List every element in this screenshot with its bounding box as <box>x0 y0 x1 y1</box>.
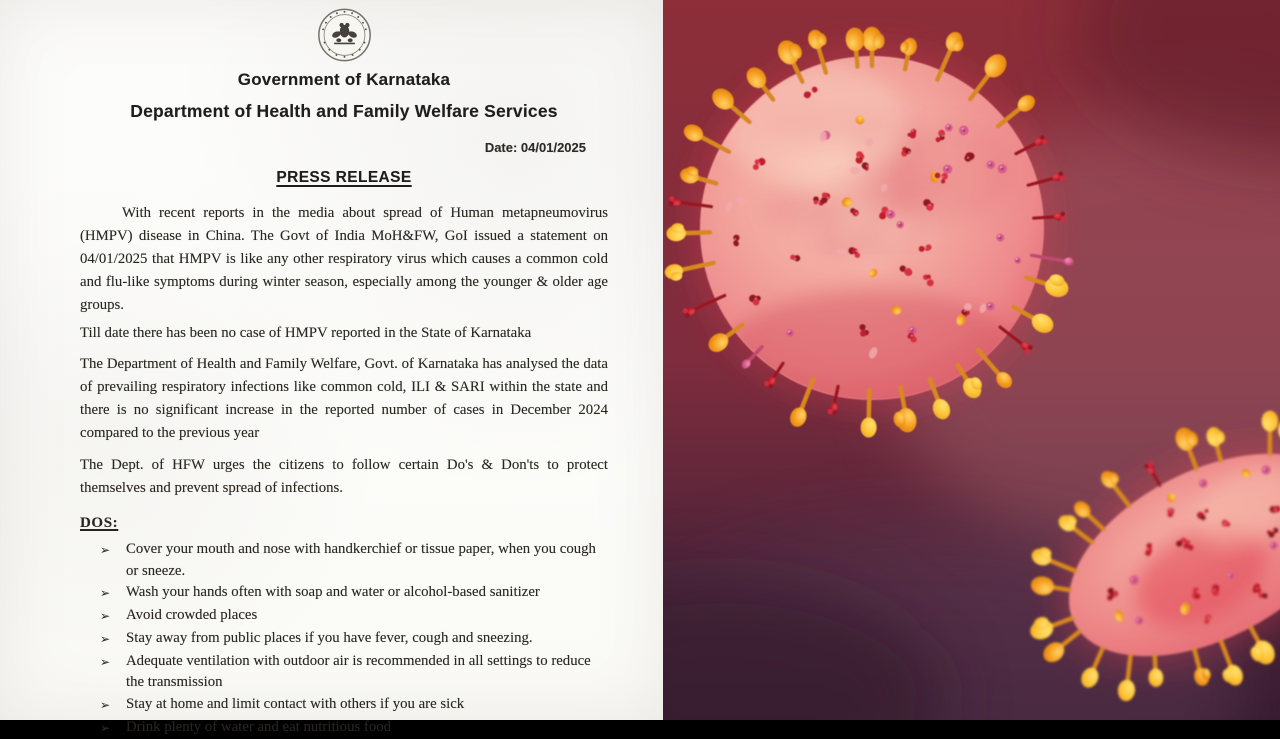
dos-item-4: ➢ Stay away from public places if you have fever, cough and sneezing. <box>100 628 608 651</box>
document-date: Date: 04/01/2025 <box>80 140 608 155</box>
department-title: Department of Health and Family Welfare Services <box>80 101 608 122</box>
dos-item-5: ➢ Adequate ventilation with outdoor air is recommended in all settings to reduce the transmission <box>100 651 608 694</box>
arrow-bullet-icon: ➢ <box>100 717 126 739</box>
arrow-bullet-icon: ➢ <box>100 582 126 605</box>
press-release-title: PRESS RELEASE <box>80 169 608 187</box>
dos-list <box>80 539 608 739</box>
paragraph-intro: With recent reports in the media about spread of Human metapneumovirus (HMPV) disease in China. The Govt of India MoH&FW, GoI issued a statement on 04/01/2025 that HMPV is like any other respiratory virus which causes a common cold and flu-like symptoms during winter season, especially among the younger & older age groups. <box>80 202 608 317</box>
dos-item-2: ➢ Wash your hands often with soap and water or alcohol-based sanitizer <box>100 582 608 605</box>
dos-heading: DOS: <box>80 515 608 532</box>
arrow-bullet-icon: ➢ <box>100 628 126 651</box>
arrow-bullet-icon: ➢ <box>100 605 126 628</box>
dos-item-6: ➢ Stay at home and limit contact with others if you are sick <box>100 694 608 717</box>
arrow-bullet-icon: ➢ <box>100 694 126 717</box>
hmpv-virus-3d-image <box>663 0 1280 720</box>
government-title: Government of Karnataka <box>80 70 608 90</box>
arrow-bullet-icon: ➢ <box>100 651 126 694</box>
paragraph-analysis: The Department of Health and Family Welfare, Govt. of Karnataka has analysed the data of prevailing respiratory infections like common cold, ILI & SARI within the state and there is no significant increase in the reported number of cases in December 2024 compared to the previous year <box>80 353 608 445</box>
dos-item-3: ➢ Avoid crowded places <box>100 605 608 628</box>
arrow-bullet-icon: ➢ <box>100 539 126 582</box>
dos-item-1: ➢ Cover your mouth and nose with handkerchief or tissue paper, when you cough or sneeze. <box>100 539 608 582</box>
paragraph-no-case: Till date there has been no case of HMPV reported in the State of Karnataka <box>80 322 608 345</box>
paragraph-advisory: The Dept. of HFW urges the citizens to follow certain Do's & Don'ts to protect themselves and prevent spread of infections. <box>80 454 608 500</box>
virus-illustration-panel <box>663 0 1280 720</box>
karnataka-emblem-icon <box>316 6 373 64</box>
karnataka-emblem <box>80 6 608 64</box>
dos-item-7: ➢ Drink plenty of water and eat nutritious food <box>100 717 608 739</box>
